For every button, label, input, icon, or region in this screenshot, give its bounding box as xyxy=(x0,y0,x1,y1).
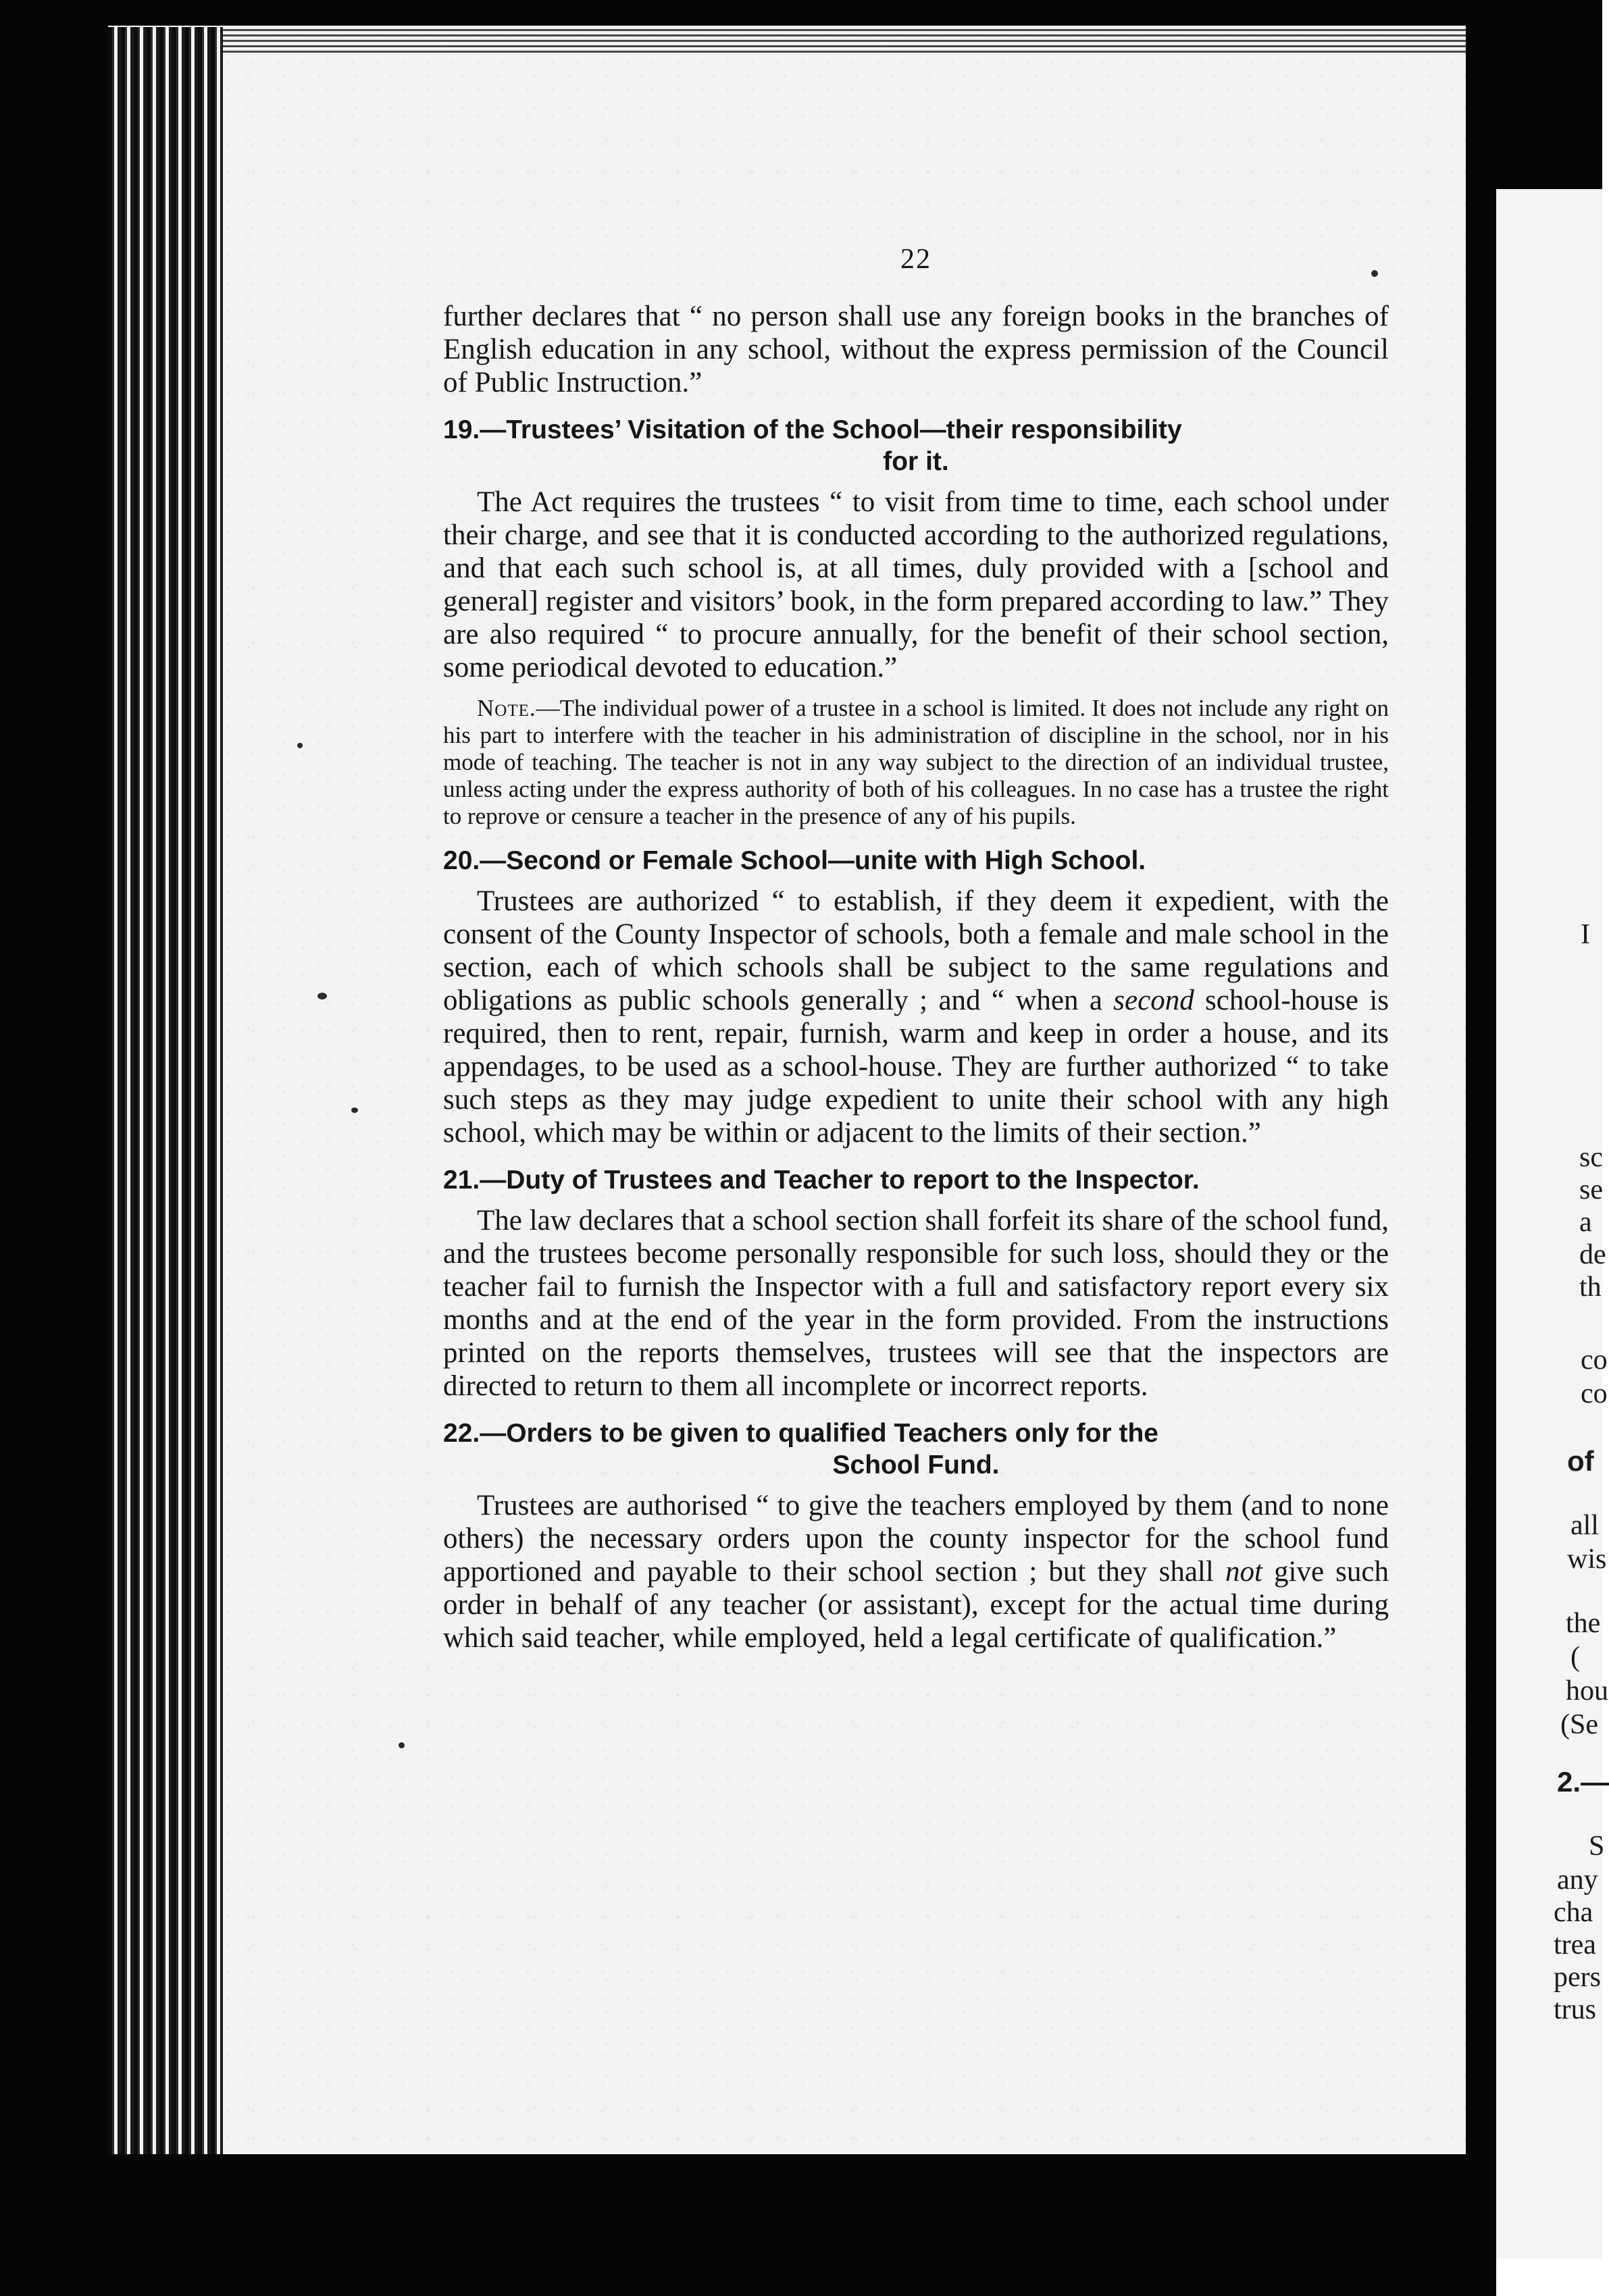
scan-speck xyxy=(317,993,327,999)
scan-border-bottom xyxy=(0,2154,1496,2296)
adjacent-fragment: de xyxy=(1579,1239,1606,1270)
adjacent-fragment: any xyxy=(1557,1864,1598,1896)
section-21-heading xyxy=(443,1164,1389,1196)
section-number: 22.— xyxy=(443,1419,507,1448)
section-title-continued: School Fund. xyxy=(832,1451,1000,1480)
page-number: 22 xyxy=(900,244,931,275)
section-20-body xyxy=(443,885,1389,1149)
adjacent-fragment: wis xyxy=(1567,1544,1607,1575)
scan-gutter xyxy=(1466,0,1496,2296)
scan-border-top-right xyxy=(1496,0,1602,189)
body-italic: second xyxy=(1113,985,1194,1016)
section-21-body: The law declares that a school section shall forfeit its share of the school fund, and the trustees become personally responsible for such loss, should they or the teacher fail to furnish the Inspector with a full and satisfactory report every six months and at the end of the year in the form provided. From the instructions printed on the reports themselves, trustees will see that the inspectors are directed to return to them all incomplete or incorrect reports. xyxy=(443,1205,1389,1402)
adjacent-fragment: th xyxy=(1579,1272,1602,1303)
note-label: Note. xyxy=(477,695,536,721)
section-19-note xyxy=(443,695,1389,830)
adjacent-fragment: hou xyxy=(1566,1675,1608,1706)
section-19-heading xyxy=(443,414,1389,477)
adjacent-fragment: a xyxy=(1579,1207,1592,1238)
adjacent-fragment: I xyxy=(1581,919,1590,950)
scan-speck xyxy=(399,1742,405,1748)
section-title: Orders to be given to qualified Teachers only for the xyxy=(506,1419,1159,1448)
section-title: Duty of Trustees and Teacher to report to the Inspector. xyxy=(506,1166,1200,1195)
scan-speck xyxy=(297,743,303,748)
page-top-edge xyxy=(223,26,1466,53)
scan-speck xyxy=(351,1107,358,1113)
body-text: Trustees are authorised “ to give the teachers employed by them (and to none others) the necessary orders upon the county inspector for the school fund apportioned and payable to their school section ; but they shall xyxy=(443,1490,1389,1588)
adjacent-fragment: ( xyxy=(1570,1642,1580,1673)
adjacent-fragment: all xyxy=(1570,1510,1599,1541)
section-19-body: The Act requires the trustees “ to visit from time to time, each school under their charge, and see that it is conducted according to the authorized regulations, and that each such school is, at all times, duly provided with a [school and general] register and visitors’ book, in the form prepared according to law.” They are also required “ to procure annually, for the benefit of their school section, some periodical devoted to education.” xyxy=(443,486,1389,683)
section-22-heading xyxy=(443,1417,1389,1481)
body-italic: not xyxy=(1225,1556,1262,1588)
adjacent-fragment: (Se xyxy=(1560,1709,1598,1740)
scan-border-top xyxy=(0,0,1602,26)
adjacent-fragment: trea xyxy=(1554,1929,1596,1960)
section-number: 21.— xyxy=(443,1166,507,1195)
adjacent-fragment: cha xyxy=(1554,1897,1593,1928)
section-title: Trustees’ Visitation of the School—their responsibility xyxy=(506,415,1182,444)
page-stack-edge xyxy=(108,27,223,2154)
adjacent-fragment: pers xyxy=(1554,1962,1601,1993)
note-text: —The individual power of a trustee in a school is limited. It does not include any right on his part to interfere with the teacher in his administration of discipline in the school, nor in his mode of teaching. The teacher is not in any way subject to the direction of an individual trustee, unless acting under the express authority of both of his colleagues. In no case has a trustee the right to reprove or censure a teacher in the presence of any of his pupils. xyxy=(443,695,1389,829)
adjacent-fragment: the xyxy=(1566,1608,1601,1639)
section-20-heading xyxy=(443,845,1389,877)
body-text: school-house is required, then to rent, repair, furnish, warm and keep in order a house, and its appendages, to be used as a school-house. They are further authorized “ to take such steps as they may judge expedient to unite their school with any high school, which may be within or adjacent to the limits of their section.” xyxy=(443,985,1389,1149)
body-text: give such order in behalf of any teacher (or assistant), except for the actual time during which said teacher, while employed, held a legal certificate of qualification.” xyxy=(443,1556,1389,1654)
section-number: 19.— xyxy=(443,415,507,444)
adjacent-fragment: S xyxy=(1589,1831,1605,1862)
section-number: 20.— xyxy=(443,846,507,875)
intro-paragraph: further declares that “ no person shall use any foreign books in the branches of English education in any school, without the express permission of the Council of Public Instruction.” xyxy=(443,301,1389,398)
adjacent-fragment: of xyxy=(1567,1445,1594,1477)
page-content xyxy=(443,243,1389,1654)
section-22-body xyxy=(443,1489,1389,1654)
adjacent-fragment: co xyxy=(1581,1378,1608,1409)
adjacent-fragment: se xyxy=(1579,1174,1603,1205)
adjacent-fragment: co xyxy=(1581,1345,1608,1376)
section-title: Second or Female School—unite with High School. xyxy=(506,846,1146,875)
adjacent-fragment: trus xyxy=(1554,1994,1596,2025)
adjacent-fragment: 2.— xyxy=(1557,1766,1609,1798)
body-text: Trustees are authorized “ to establish, if they deem it expedient, with the consent of the County Inspector of schools, both a female and male school in the section, each of which schools shall be subject to the same regulations and obligations as public schools generally ; and “ when a xyxy=(443,885,1389,1016)
section-title-continued: for it. xyxy=(883,447,949,476)
adjacent-fragment: sc xyxy=(1579,1142,1603,1173)
scan-border-left xyxy=(0,0,108,2296)
